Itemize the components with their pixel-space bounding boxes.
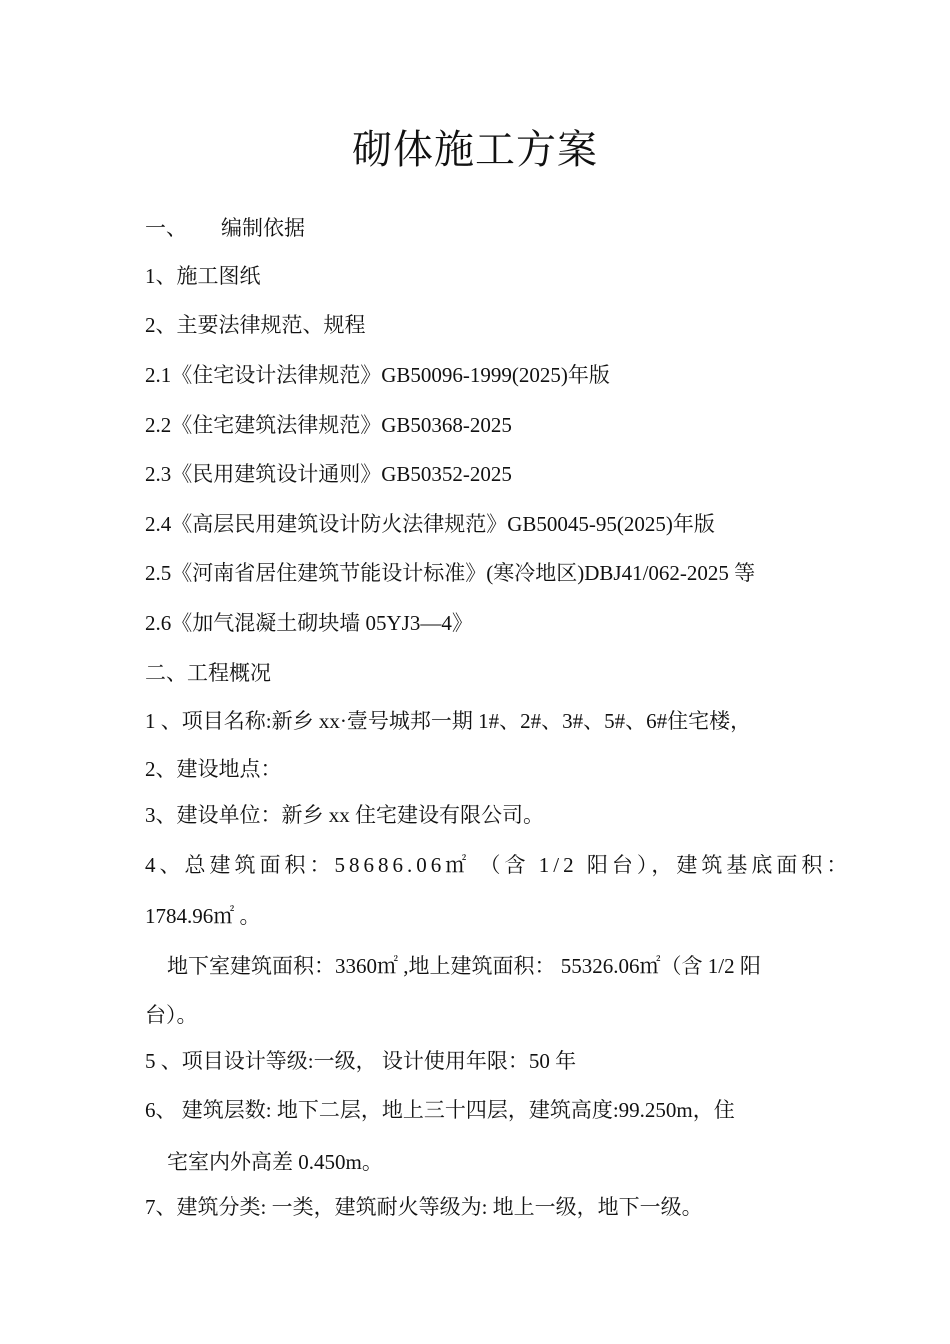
text-line: 1784.96㎡ 。	[145, 904, 261, 928]
text-line: 4、总建筑面积：58686.06㎡ （含 1/2 阳台），建筑基底面积：	[145, 853, 852, 877]
section-title-1: 编制依据	[221, 216, 305, 240]
text-line: 6、 建筑层数: 地下二层，地上三十四层，建筑高度:99.250m，住	[145, 1098, 735, 1122]
section-number-1: 一、	[145, 216, 187, 240]
text-line: 2.4《高层民用建筑设计防火法律规范》GB50045-95(2025)年版	[145, 512, 715, 536]
section-heading-1	[145, 214, 305, 242]
text-line: 5 、项目设计等级:一级， 设计使用年限：50 年	[145, 1049, 577, 1073]
text-line: 2.1《住宅设计法律规范》GB50096-1999(2025)年版	[145, 363, 610, 387]
text-line: 2.6《加气混凝土砌块墙 05YJ3—4》	[145, 611, 473, 635]
text-line: 宅室内外高差 0.450m。	[167, 1150, 383, 1174]
text-line: 1 、项目名称:新乡 xx·壹号城邦一期 1#、2#、3#、5#、6#住宅楼，	[145, 709, 752, 733]
text-line: 7、建筑分类: 一类，建筑耐火等级为: 地上一级，地下一级。	[145, 1195, 703, 1219]
document-title: 砌体施工方案	[352, 127, 598, 172]
text-line: 2.5《河南省居住建筑节能设计标准》(寒冷地区)DBJ41/062-2025 等	[145, 561, 756, 585]
text-line: 地下室建筑面积：3360㎡ ,地上建筑面积： 55326.06㎡（含 1/2 阳	[167, 954, 761, 978]
text-line: 2.2《住宅建筑法律规范》GB50368-2025	[145, 413, 512, 437]
text-line: 2、建设地点：	[145, 757, 282, 781]
text-line: 台）。	[145, 1003, 198, 1027]
text-line: 1、施工图纸	[145, 264, 261, 288]
text-line: 2.3《民用建筑设计通则》GB50352-2025	[145, 462, 512, 486]
section-heading-2: 二、工程概况	[145, 661, 271, 685]
text-line: 2、主要法律规范、规程	[145, 313, 366, 337]
text-line: 3、建设单位：新乡 xx 住宅建设有限公司。	[145, 803, 544, 827]
